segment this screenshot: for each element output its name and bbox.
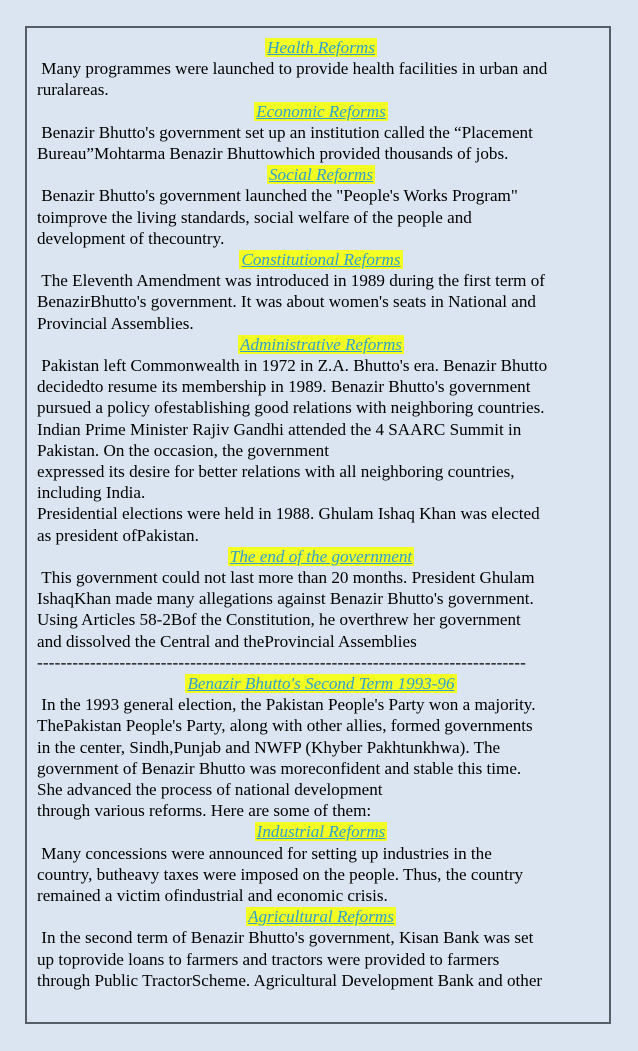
paragraph-line: through various reforms. Here are some of them: <box>37 801 372 821</box>
section-heading-text: Economic Reforms <box>256 101 386 121</box>
paragraph-line: This government could not last more than 20 months. President Ghulam <box>37 567 535 587</box>
dashed-divider: ----------------------------------------------------------------------------------- <box>37 652 527 672</box>
section-heading-agricultural-reforms <box>37 906 605 927</box>
section-heading-text: Benazir Bhutto's Second Term 1993-96 <box>187 674 455 693</box>
paragraph-line: Presidential elections were held in 1988. Ghulam Ishaq Khan was elected <box>37 504 540 524</box>
paragraph-line: development of thecountry. <box>37 228 225 248</box>
paragraph-line: The Eleventh Amendment was introduced in 1989 during the first term of <box>37 271 545 291</box>
section-heading-industrial-reforms <box>37 821 605 842</box>
paragraph-line: ThePakistan People's Party, along with other allies, formed governments <box>37 716 533 736</box>
paragraph-line: government of Benazir Bhutto was moreconfident and stable this time. <box>37 758 522 778</box>
section-heading-text: Administrative Reforms <box>240 334 402 354</box>
section-heading-economic-reforms <box>37 101 605 122</box>
paragraph-line: Pakistan left Commonwealth in 1972 in Z.A. Bhutto's era. Benazir Bhutto <box>37 355 548 375</box>
section-heading-text: Industrial Reforms <box>256 822 386 842</box>
paragraph-line: Indian Prime Minister Rajiv Gandhi attended the 4 SAARC Summit in <box>37 419 522 439</box>
paragraph-line: country, butheavy taxes were imposed on the people. Thus, the country <box>37 864 524 884</box>
paragraph-line: She advanced the process of national development <box>37 780 383 799</box>
paragraph-line: Benazir Bhutto's government set up an institution called the “Placement <box>37 122 533 142</box>
paragraph-line: In the 1993 general election, the Pakistan People's Party won a majority. <box>37 695 536 715</box>
paragraph-line: toimprove the living standards, social welfare of the people and <box>37 207 472 227</box>
section-heading-administrative-reforms <box>37 334 605 355</box>
section-heading-benazir-bhutto-s-second-term-1993-96 <box>37 673 605 694</box>
paragraph-line: BenazirBhutto's government. It was about women's seats in National and <box>37 292 536 312</box>
section-heading-the-end-of-the-government <box>37 546 605 567</box>
section-heading-text: Agricultural Reforms <box>248 907 394 927</box>
paragraph-line: decidedto resume its membership in 1989. Benazir Bhutto's government <box>37 377 531 397</box>
paragraph-line: including India. <box>37 483 146 503</box>
paragraph-line: Bureau”Mohtarma Benazir Bhuttowhich provided thousands of jobs. <box>37 143 509 163</box>
paragraph-line: IshaqKhan made many allegations against Benazir Bhutto's government. <box>37 589 534 609</box>
section-heading-social-reforms <box>37 164 605 185</box>
paragraph-line: remained a victim ofindustrial and economic crisis. <box>37 886 388 905</box>
paragraph-line: pursued a policy ofestablishing good relations with neighboring countries. <box>37 398 545 418</box>
paragraph-line: ruralareas. <box>37 80 109 100</box>
paragraph-line: as president ofPakistan. <box>37 525 199 545</box>
paragraph-line: expressed its desire for better relations with all neighboring countries, <box>37 461 515 481</box>
paragraph-line: In the second term of Benazir Bhutto's government, Kisan Bank was set <box>37 928 534 948</box>
paragraph-line: Pakistan. On the occasion, the government <box>37 440 329 460</box>
paragraph-line: Many concessions were announced for setting up industries in the <box>37 843 492 863</box>
section-heading-text: Health Reforms <box>267 38 375 57</box>
paragraph-line: up toprovide loans to farmers and tractors were provided to farmers <box>37 949 500 969</box>
paragraph-line: Provincial Assemblies. <box>37 313 194 333</box>
paragraph-line: through Public TractorScheme. Agricultural Development Bank and other <box>37 970 543 990</box>
paragraph-line: and dissolved the Central and theProvincial Assemblies <box>37 631 417 651</box>
section-heading-text: Constitutional Reforms <box>241 249 401 269</box>
paragraph-line: Benazir Bhutto's government launched the "People's Works Program" <box>37 186 518 206</box>
paragraph-line: Many programmes were launched to provide health facilities in urban and <box>37 59 548 79</box>
section-heading-text: Social Reforms <box>269 165 373 185</box>
section-heading-text: The end of the government <box>229 546 413 566</box>
document-body <box>37 37 605 991</box>
section-heading-constitutional-reforms <box>37 249 605 270</box>
section-heading-health-reforms <box>37 37 605 58</box>
paragraph-line: in the center, Sindh,Punjab and NWFP (Khyber Pakhtunkhwa). The <box>37 737 501 757</box>
paragraph-line: Using Articles 58-2Bof the Constitution, he overthrew her government <box>37 610 521 630</box>
